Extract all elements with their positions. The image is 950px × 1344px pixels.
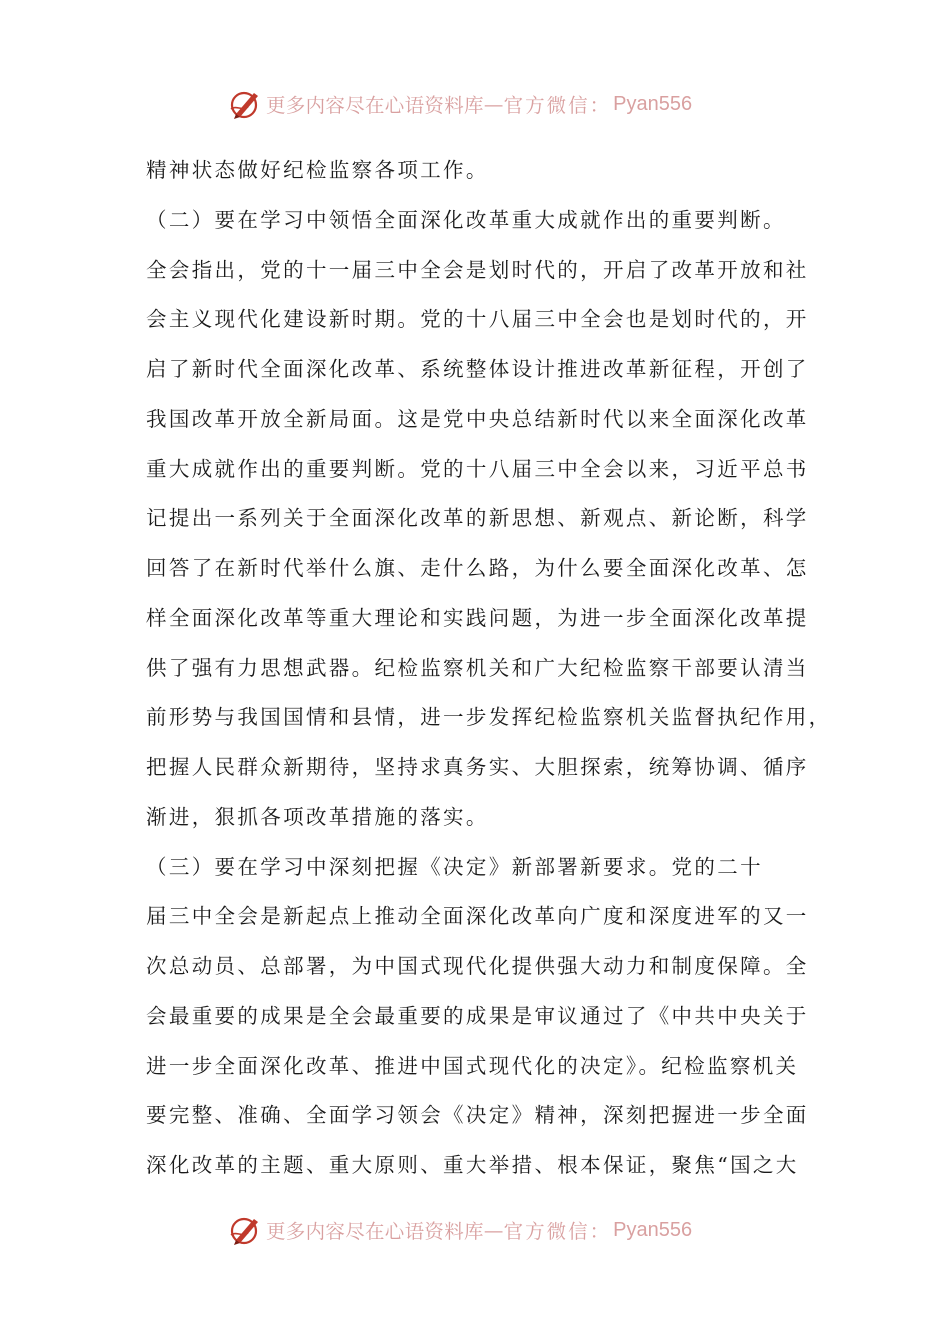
banner-site-text: 更多内容尽在心语资料库 — [266, 1220, 484, 1243]
banner-wechat-label: 官方微信： — [503, 1220, 612, 1243]
body-line: 深化改革的主题、重大原则、重大举措、根本保证，聚焦“国之大 — [146, 1153, 799, 1177]
body-line: 样全面深化改革等重大理论和实践问题，为进一步全面深化改革提 — [146, 605, 809, 630]
body-line: 供了强有力思想武器。纪检监察机关和广大纪检监察干部要认清当 — [146, 655, 809, 680]
body-line: （二）要在学习中领悟全面深化改革重大成就作出的重要判断。 — [146, 207, 786, 232]
body-line: 重大成就作出的重要判断。党的十八届三中全会以来，习近平总书 — [146, 456, 809, 481]
body-line: 前形势与我国国情和县情，进一步发挥纪检监察机关监督执纪作用， — [146, 705, 832, 730]
banner-wechat-id: Pyan556 — [613, 1218, 693, 1241]
body-line: 全会指出，党的十一届三中全会是划时代的，开启了改革开放和社 — [146, 257, 809, 282]
document-body — [146, 146, 832, 1191]
body-line: 会最重要的成果是全会最重要的成果是审议通过了《中共中央关于 — [146, 1003, 809, 1028]
body-line: 回答了在新时代举什么旗、走什么路，为什么要全面深化改革、怎 — [146, 556, 809, 580]
body-line: 要完整、准确、全面学习领会《决定》精神，深刻把握进一步全面 — [146, 1103, 809, 1128]
pen-logo-icon — [228, 1213, 262, 1247]
pen-logo-icon — [228, 87, 262, 121]
body-line: 精神状态做好纪检监察各项工作。 — [146, 158, 489, 182]
body-line: 我国改革开放全新局面。这是党中央总结新时代以来全面深化改革 — [146, 406, 809, 431]
banner-wechat-id: Pyan556 — [613, 92, 693, 115]
banner-wechat-label: 官方微信： — [503, 94, 612, 117]
body-line: 渐进，狠抓各项改革措施的落实。 — [146, 804, 489, 829]
body-line: 次总动员、总部署，为中国式现代化提供强大动力和制度保障。全 — [146, 954, 809, 978]
body-line: 进一步全面深化改革、推进中国式现代化的决定》。纪检监察机关 — [146, 1053, 799, 1078]
header-watermark-banner — [228, 84, 692, 124]
body-line: 记提出一系列关于全面深化改革的新思想、新观点、新论断，科学 — [146, 506, 809, 531]
body-line: 启了新时代全面深化改革、系统整体设计推进改革新征程，开创了 — [146, 357, 809, 381]
body-line: （三）要在学习中深刻把握《决定》新部署新要求。党的二十 — [146, 854, 763, 879]
body-line: 把握人民群众新期待，坚持求真务实、大胆探索，统筹协调、循序 — [146, 755, 809, 779]
body-line: 届三中全会是新起点上推动全面深化改革向广度和深度进军的又一 — [146, 904, 809, 929]
banner-dash: — — [483, 92, 504, 116]
body-line: 会主义现代化建设新时期。党的十八届三中全会也是划时代的，开 — [146, 307, 809, 332]
banner-dash: — — [483, 1218, 504, 1242]
banner-site-text: 更多内容尽在心语资料库 — [266, 94, 484, 117]
footer-watermark-banner — [228, 1210, 692, 1250]
